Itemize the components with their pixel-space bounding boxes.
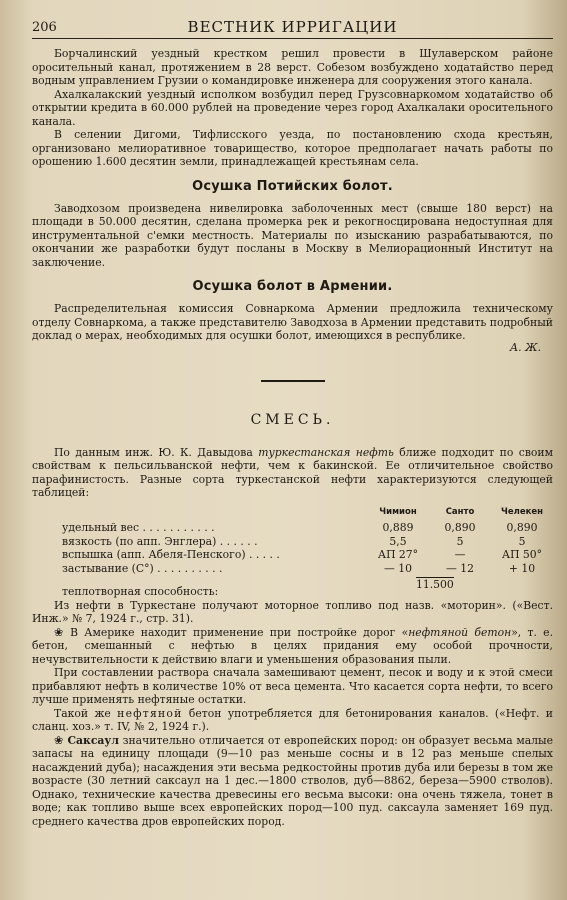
cell-value: 0,889 [382,521,414,534]
saxaul-paragraph [32,734,553,829]
cell-value: 5 [518,534,526,548]
paragraph-akhalkalaksky: Ахалкалакский уездный исполком возбудил перед Грузсовнаркомом ходатайство об открытии кредита в 60.000 рублей на проведение через город Ахалкалаки оросительного канала. [32,87,553,128]
paragraph-borchalinsky: Борчалинский уездный крестком решил провести в Шулаверском районе оросительный канал, протяжением в 28 верст. Собезом возбуждено ходатайство перед водным управлением Грузии о командировке инженера для сооружения этого канала. [32,47,553,87]
concrete-paragraph [32,626,553,667]
concrete-lead: В Америке находит применение при постройке дорог « [70,625,409,639]
column-header: Санто [445,506,475,517]
cell-value: 0,890 [444,521,476,534]
journal-title: ВЕСТНИК ИРРИГАЦИИ [187,18,398,36]
oil-intro-b: ближе подходит по своим свойствам к пельсильванской нефти, чем к бакинской. Ее отличительное свойство парафинистость. Разные сорта туркестанской нефти характеризуются следующей таблицей: [32,445,553,499]
bullet-icon: ❀ [54,733,64,747]
row-label: застывание (С°) . . . . . . . . . . [62,561,223,575]
concrete-canals-term: нефтяной [117,706,183,720]
section-divider [261,380,325,382]
table-row [32,521,553,535]
motorin-paragraph: Из нефти в Туркестане получают моторное топливо под назв. «моторин». («Вест. Инж.» № 7, 1924 г., стр. 31). [32,598,553,625]
oil-intro [32,446,553,500]
bullet-icon: ❀ [54,625,67,639]
concrete-canals-paragraph [32,707,553,734]
table-row [32,562,553,576]
cell-value: — [454,548,466,561]
heat-capacity-label: теплотворная способность: [62,585,219,598]
page-number: 206 [32,20,57,35]
saxaul-text: значительно отличается от европейских пород: он образует весьма малые запасы на единицу площади (9—10 раз меньше сосны и в 12 раз меньше спелых насаждений дуба); насаждения эти весьма редкостойны против дуба или березы в том же возрасте (30 летний саксаул на 1 дес.—1800 стволов, дуб—8862, береза—5900 стволов). Однако, технические качества древесины его весьма высоки: она очень тяжела, тонет в воде; как топливо выше всех европейских пород—100 пуд. саксаула заменяет 169 пуд. среднего качества дров европейских пород. [32,733,554,828]
section-text-armenia: Распределительная комиссия Совнаркома Армении предложила техническому отделу Совнаркома, а также представителю Заводхоза в Армении представить подробный доклад о мерах, необходимых для осушки болот, имеющихся в республике. [32,302,553,342]
cell-value: АП 27° [377,548,419,561]
oil-intro-a: По данным инж. Ю. К. Давыдова [54,445,259,459]
cell-value: 5 [456,534,464,548]
heat-capacity-value: 11.500 [416,578,454,591]
concrete-mix-paragraph: При составлении раствора сначала замешивают цемент, песок и воду и к этой смеси прибавляют нефть в количестве 10% от веса цемента. Что касается сорта нефти, то всего лучше применять нефтяные остатки. [32,666,553,706]
cell-value: — 12 [446,561,474,575]
paragraph-digomi: В селении Дигоми, Тифлисского уезда, по постановлению схода крестьян, организовано мелиоративное товарищество, которое предполагает начать работы по орошению 1.600 десятин земли, принадлежащей крестьянам села. [32,128,553,168]
concrete-canals-a: Такой же [54,706,118,720]
row-label: вспышка (апп. Абеля-Пенского) . . . . . [62,548,280,561]
author-signature: А. Ж. [509,340,541,354]
cell-value: 5,5 [389,534,407,548]
section-title-armenia: Осушка болот в Армении. [192,279,393,294]
concrete-rest: », т. е. бетон, смешанный с нефтью в целях придания ему особой прочности, нечувствительности к действию влаги и уменьшения образования пыли. [32,625,554,666]
section-title-poti: Осушка Потийских болот. [192,178,393,194]
heat-capacity-row [32,578,553,599]
table-row [32,535,553,549]
saxaul-term: Саксаул [67,733,119,747]
cell-value: 0,890 [506,521,538,534]
row-label: удельный вес . . . . . . . . . . . [62,521,215,534]
oil-intro-term: туркестанская нефть [258,445,394,459]
row-label: вязкость (по апп. Энглера) . . . . . . [62,534,258,548]
table-header-row [32,506,553,522]
miscellany-title: СМЕСЬ. [250,411,335,428]
section-text-poti: Заводхозом произведена нивелировка заболоченных мест (свыше 180 верст) на площади в 50.000 десятин, сделана промерка рек и рекогносцирована недоступная для инструментальной с'емки местность. Материалы по изысканию разрабатываются, по окончании же разработки будут посланы в Москву в Мелиорационный Институт на заключение. [32,201,553,269]
concrete-term: нефтяной бетон [408,625,512,639]
cell-value: АП 50° [501,548,543,561]
column-header: Челекен [500,506,544,517]
table-row [32,548,553,562]
page-header [32,14,553,39]
concrete-canals-b: бетон употребляется для бетонирования каналов. («Нефт. и сланц. хоз.» т. IV, № 2, 1924 г.). [32,706,553,733]
column-header: Чимион [379,506,417,517]
oil-properties-table [32,506,553,576]
cell-value: — 10 [384,561,412,575]
cell-value: + 10 [508,561,536,575]
